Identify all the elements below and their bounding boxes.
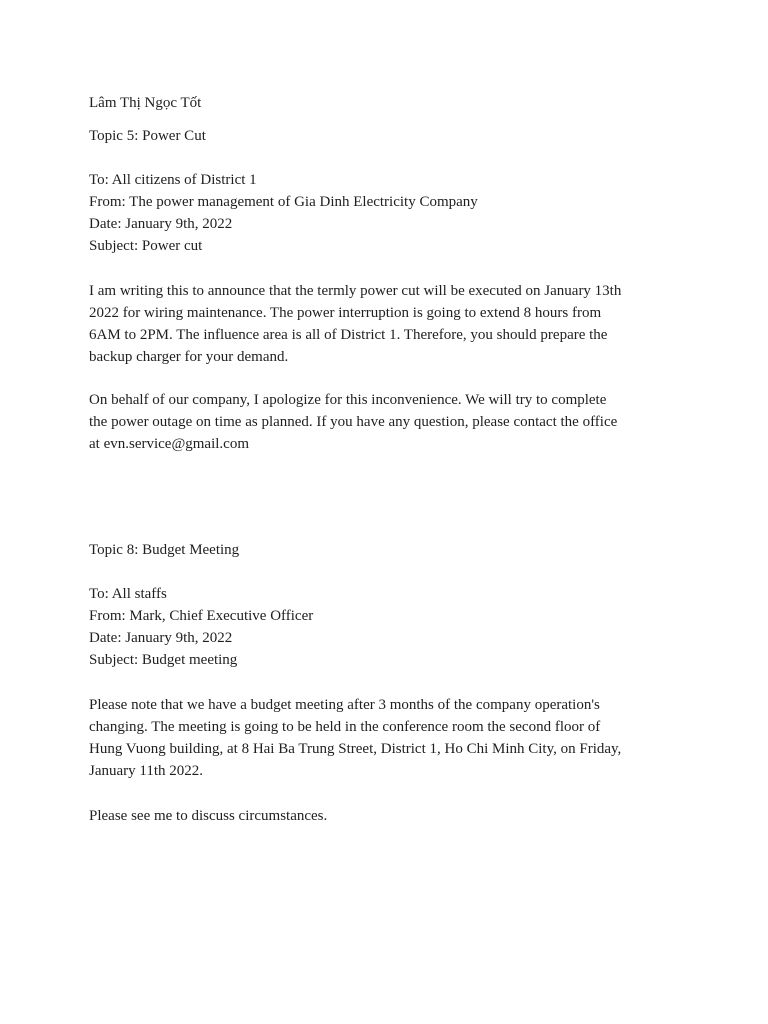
topic5-paragraph1-line: I am writing this to announce that the termly power cut will be executed on January 13th [89, 283, 622, 299]
topic5-paragraph1-line: 2022 for wiring maintenance. The power interruption is going to extend 8 hours from [89, 305, 602, 321]
topic8-paragraph2-line: Please see me to discuss circumstances. [89, 808, 328, 824]
topic8-to: To: All staffs [89, 586, 167, 602]
topic5-paragraph2-line: On behalf of our company, I apologize for this inconvenience. We will try to complete [89, 392, 607, 408]
topic8-from: From: Mark, Chief Executive Officer [89, 608, 314, 624]
topic5-to: To: All citizens of District 1 [89, 172, 257, 188]
topic8-title: Topic 8: Budget Meeting [89, 542, 240, 558]
topic5-subject: Subject: Power cut [89, 238, 203, 254]
topic5-paragraph1-line: backup charger for your demand. [89, 349, 289, 365]
topic5-from: From: The power management of Gia Dinh Electricity Company [89, 194, 478, 210]
topic5-email-line: at evn.service@gmail.com [89, 436, 250, 452]
topic8-date: Date: January 9th, 2022 [89, 630, 233, 646]
topic8-subject: Subject: Budget meeting [89, 652, 238, 668]
topic8-paragraph1-line: Please note that we have a budget meeting after 3 months of the company operation's [89, 697, 600, 713]
topic5-paragraph2-line: the power outage on time as planned. If you have any question, please contact the office [89, 414, 618, 430]
topic8-paragraph1-line: changing. The meeting is going to be held in the conference room the second floor of [89, 719, 601, 735]
topic8-paragraph1-line: Hung Vuong building, at 8 Hai Ba Trung Street, District 1, Ho Chi Minh City, on Friday, [89, 741, 622, 757]
topic8-paragraph1-line: January 11th 2022. [89, 763, 204, 779]
author-name: Lâm Thị Ngọc Tốt [89, 95, 202, 111]
topic5-title: Topic 5: Power Cut [89, 128, 206, 144]
topic5-paragraph1-line: 6AM to 2PM. The influence area is all of District 1. Therefore, you should prepare the [89, 327, 608, 343]
topic5-date: Date: January 9th, 2022 [89, 216, 233, 232]
